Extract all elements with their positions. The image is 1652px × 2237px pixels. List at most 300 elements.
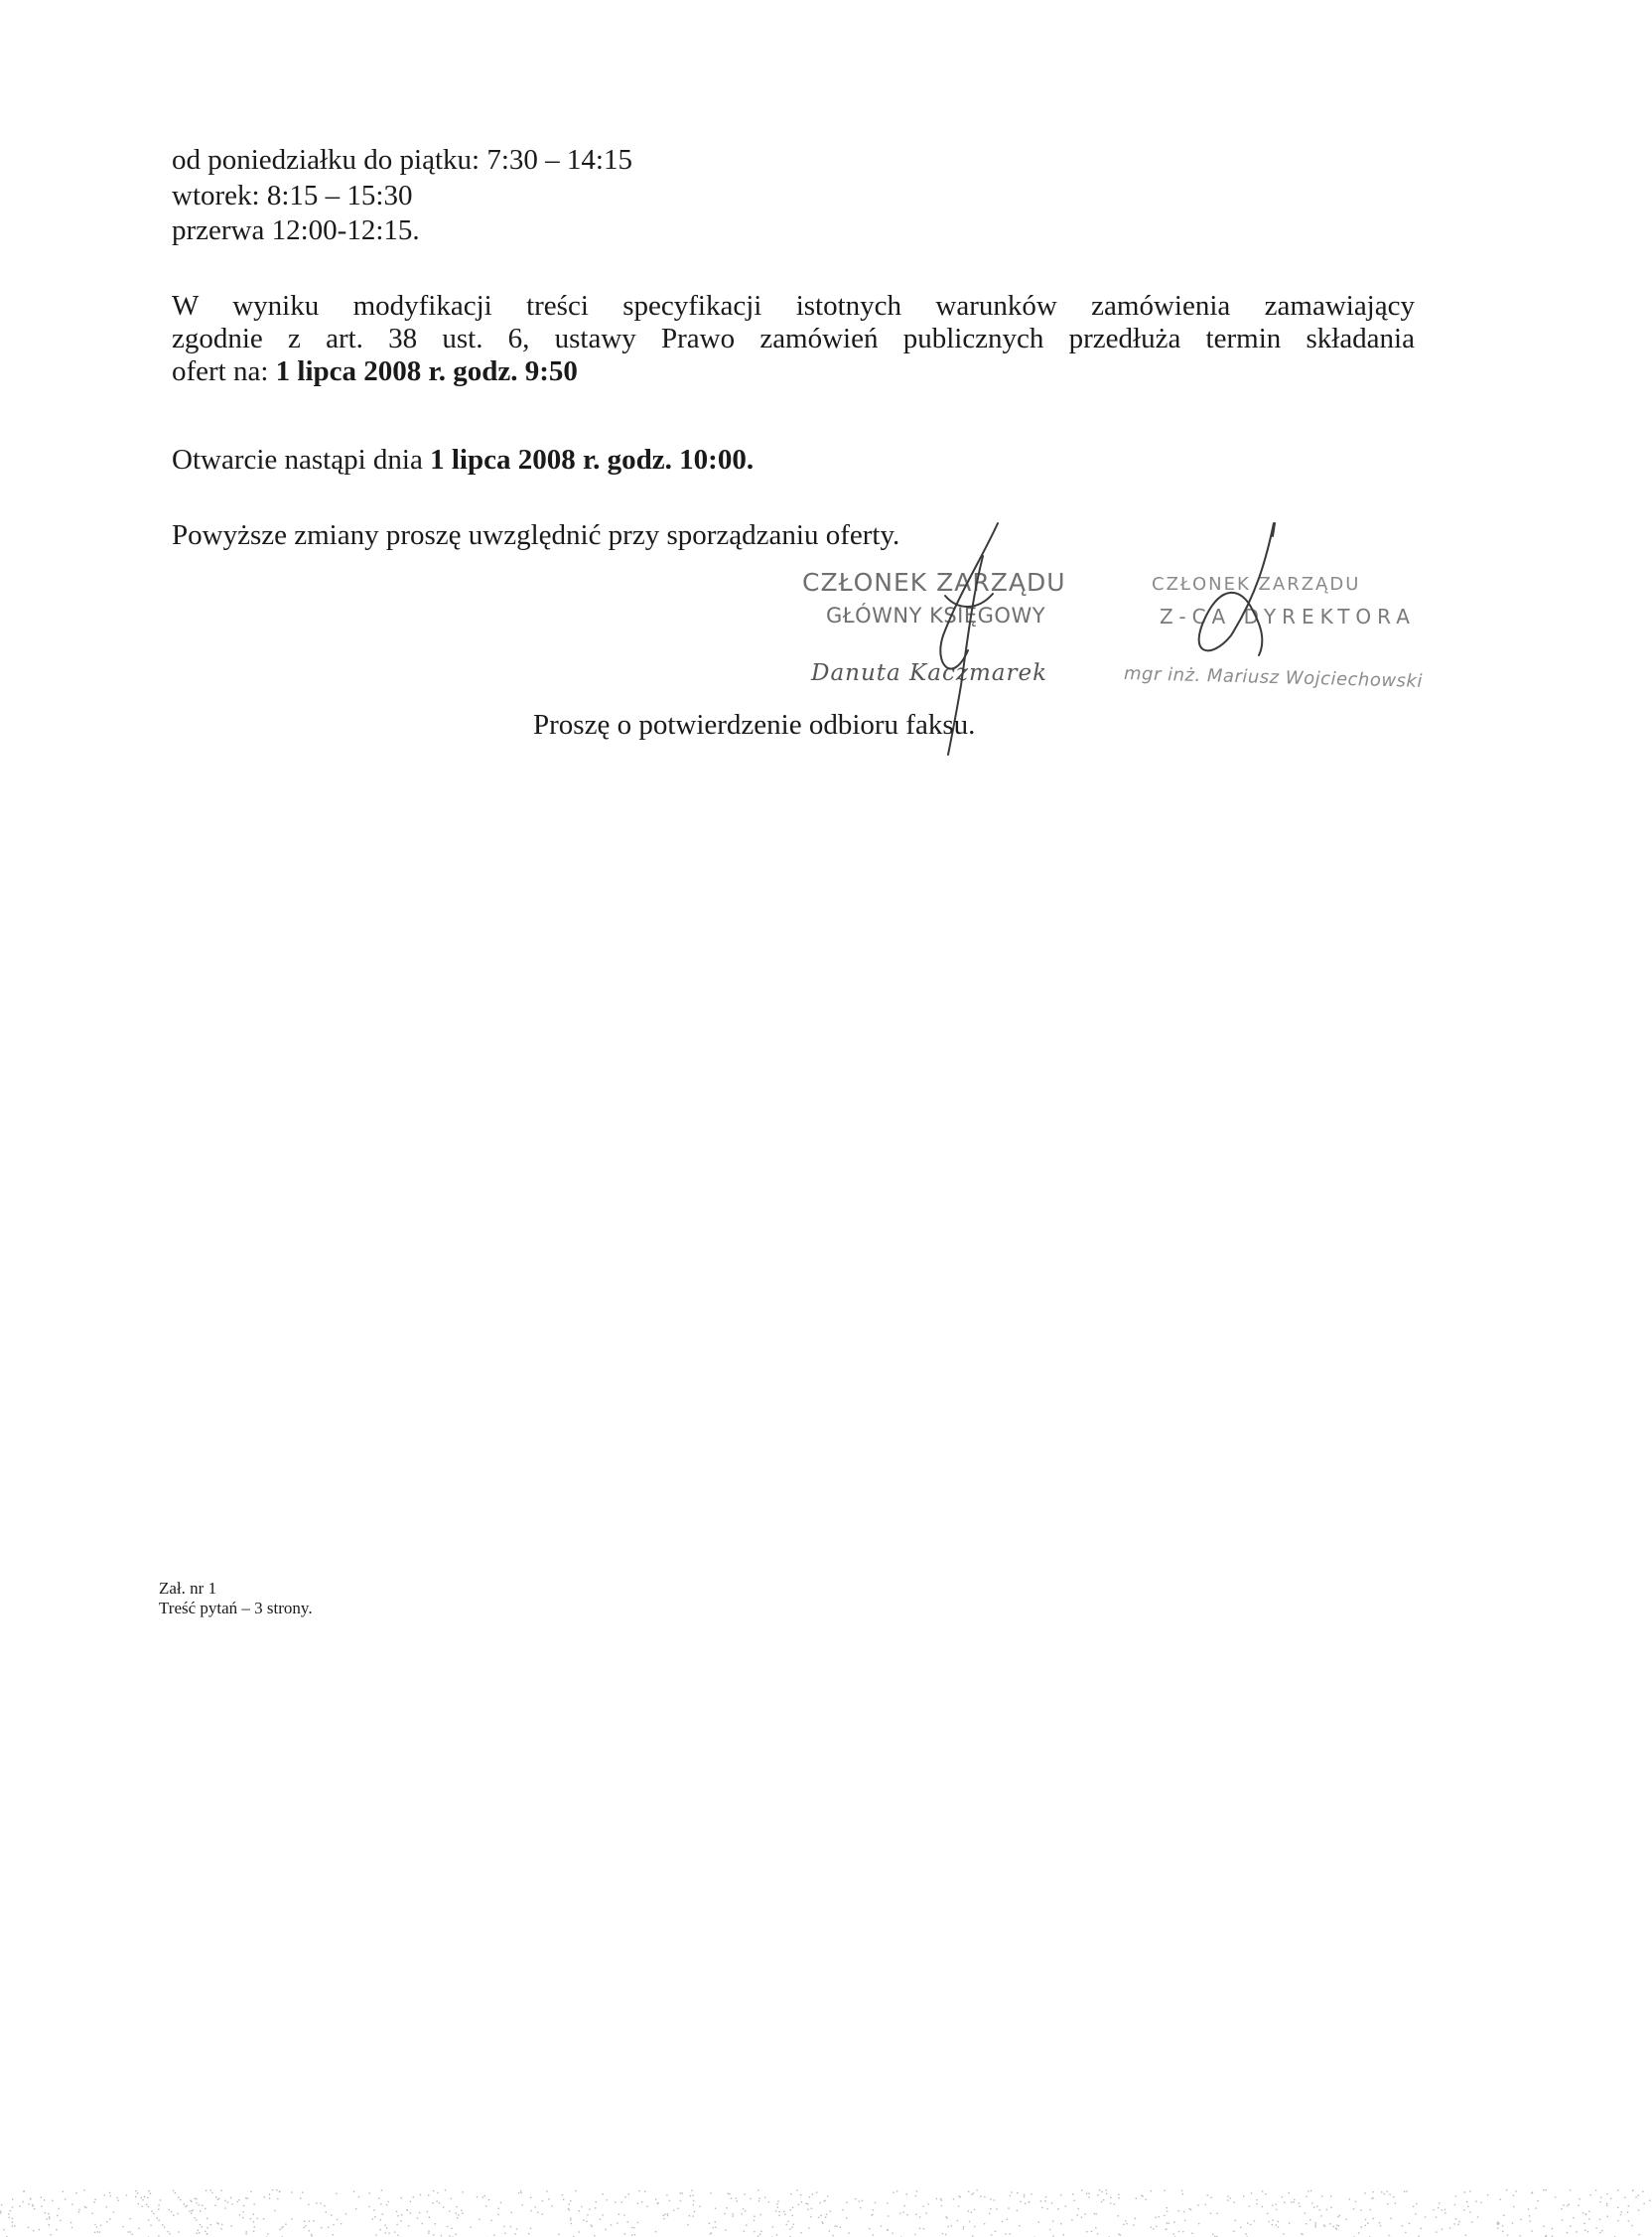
- scan-speck: [1480, 2202, 1481, 2203]
- scan-speck: [1520, 2219, 1521, 2220]
- scan-speck: [1365, 2219, 1366, 2220]
- scan-speck: [796, 2189, 797, 2190]
- scan-speck: [135, 2190, 136, 2191]
- scan-speck: [189, 2210, 190, 2211]
- scan-speck: [1379, 2222, 1380, 2223]
- scan-speck: [1256, 2199, 1257, 2200]
- scan-speck: [996, 2208, 997, 2209]
- scan-speck: [71, 2227, 72, 2228]
- scan-speck: [1021, 2201, 1022, 2202]
- scan-speck: [1275, 2204, 1276, 2205]
- scan-speck: [1315, 2226, 1316, 2227]
- scan-speck: [1595, 2189, 1596, 2190]
- scan-speck: [1531, 2230, 1532, 2231]
- scan-speck: [915, 2195, 916, 2196]
- scan-speck: [1269, 2221, 1270, 2222]
- scan-speck: [117, 2200, 118, 2201]
- scan-speck: [1097, 2233, 1098, 2234]
- scan-speck: [759, 2234, 760, 2235]
- scan-speck: [715, 2208, 716, 2209]
- scan-speck: [570, 2200, 571, 2201]
- scan-speck: [123, 2226, 124, 2227]
- opening-date: 1 lipca 2008 r. godz. 10:00.: [430, 444, 755, 476]
- scan-speck: [417, 2217, 418, 2218]
- scan-speck: [946, 2217, 947, 2218]
- scan-speck: [623, 2214, 624, 2215]
- scan-speck: [457, 2206, 458, 2207]
- scan-speck: [1395, 2202, 1396, 2203]
- scan-speck: [1404, 2191, 1405, 2192]
- scan-speck: [1142, 2195, 1143, 2196]
- scan-speck: [764, 2197, 765, 2198]
- scan-speck: [1088, 2193, 1089, 2194]
- scan-speck: [1167, 2211, 1168, 2212]
- scan-speck: [12, 2225, 13, 2226]
- scan-speck: [1099, 2189, 1100, 2190]
- scan-speck: [1324, 2226, 1325, 2227]
- scan-speck: [873, 2209, 874, 2210]
- scan-speck: [135, 2196, 136, 2197]
- scan-speck: [337, 2219, 338, 2220]
- opening-paragraph: [172, 443, 754, 477]
- scan-speck: [190, 2200, 191, 2201]
- scan-speck: [94, 2224, 95, 2225]
- scan-speck: [104, 2194, 105, 2195]
- scan-speck: [175, 2192, 176, 2193]
- modification-paragraph: [172, 290, 1415, 388]
- scan-speck: [715, 2221, 716, 2222]
- scan-speck: [1008, 2207, 1009, 2208]
- scan-speck: [1250, 2224, 1251, 2225]
- scan-speck: [200, 2210, 201, 2211]
- scan-speck: [1469, 2190, 1470, 2191]
- scan-speck: [1164, 2190, 1165, 2191]
- scan-speck: [776, 2203, 777, 2204]
- scan-speck: [158, 2235, 159, 2236]
- scan-speck: [1513, 2195, 1514, 2196]
- scan-speck: [1190, 2209, 1191, 2210]
- scan-speck: [1081, 2217, 1082, 2218]
- scan-speck: [628, 2193, 629, 2194]
- scan-speck: [1349, 2198, 1350, 2199]
- scan-speck: [137, 2192, 138, 2193]
- scan-speck: [328, 2227, 329, 2228]
- scan-speck: [811, 2208, 812, 2209]
- scan-speck: [745, 2210, 746, 2211]
- scan-speck: [1546, 2235, 1547, 2236]
- office-hours-weekdays: od poniedziałku do piątku: 7:30 – 14:15: [172, 144, 632, 176]
- scan-speck: [231, 2225, 232, 2226]
- scan-speck: [1335, 2228, 1336, 2229]
- scan-speck: [387, 2201, 388, 2202]
- scan-speck: [724, 2213, 725, 2214]
- scan-speck: [1380, 2225, 1381, 2226]
- scan-speck: [984, 2196, 985, 2197]
- scan-speck: [1191, 2233, 1192, 2234]
- scan-speck: [617, 2222, 618, 2223]
- scan-speck: [498, 2208, 499, 2209]
- scan-speck: [1477, 2216, 1478, 2217]
- scan-speck: [1601, 2230, 1602, 2231]
- scan-speck: [968, 2191, 969, 2192]
- scan-speck: [482, 2197, 483, 2198]
- scan-speck: [224, 2200, 225, 2201]
- scan-speck: [305, 2225, 306, 2226]
- scan-speck: [666, 2194, 667, 2195]
- scan-speck: [1153, 2228, 1154, 2229]
- scan-speck: [1, 2204, 2, 2205]
- scan-speck: [206, 2218, 207, 2219]
- scan-speck: [379, 2229, 380, 2230]
- scan-speck: [801, 2201, 802, 2202]
- scan-speck: [570, 2219, 571, 2220]
- scan-speck: [1497, 2227, 1498, 2228]
- scan-speck: [927, 2203, 928, 2204]
- attachment-description: Treść pytań – 3 strony.: [159, 1599, 313, 1617]
- scan-speck: [694, 2211, 695, 2212]
- scan-speck: [1262, 2190, 1263, 2191]
- scan-speck: [957, 2220, 958, 2221]
- scan-speck: [516, 2228, 517, 2229]
- scan-speck: [809, 2196, 810, 2197]
- scan-speck: [693, 2204, 694, 2205]
- scan-speck: [914, 2234, 915, 2235]
- scan-speck: [220, 2228, 221, 2229]
- scan-speck: [776, 2234, 777, 2235]
- scan-speck: [1339, 2215, 1340, 2216]
- scan-speck: [171, 2211, 172, 2212]
- scan-speck: [951, 2225, 952, 2226]
- office-hours-tuesday: wtorek: 8:15 – 15:30: [172, 180, 413, 211]
- fax-confirmation-request: Proszę o potwierdzenie odbioru faksu.: [533, 709, 976, 741]
- scan-speck: [1445, 2212, 1446, 2213]
- scan-speck: [1583, 2223, 1584, 2224]
- scan-speck: [768, 2201, 769, 2202]
- scan-speck: [1017, 2192, 1018, 2193]
- scan-speck: [246, 2231, 247, 2232]
- scan-speck: [806, 2203, 807, 2204]
- scan-speck: [386, 2204, 387, 2205]
- scan-speck: [888, 2215, 889, 2216]
- scan-speck: [28, 2227, 29, 2228]
- scan-speck: [12, 2206, 13, 2207]
- scan-speck: [1336, 2225, 1337, 2226]
- scan-speck: [1245, 2233, 1246, 2234]
- scan-speck: [569, 2203, 570, 2204]
- scan-speck: [456, 2212, 457, 2213]
- scan-speck: [218, 2198, 219, 2199]
- scan-speck: [162, 2224, 163, 2225]
- scan-speck: [324, 2205, 325, 2206]
- scan-speck: [1118, 2197, 1119, 2198]
- scan-speck: [948, 2226, 949, 2227]
- scan-speck: [1507, 2234, 1508, 2235]
- scan-speck: [130, 2218, 131, 2219]
- scan-speck: [1234, 2202, 1235, 2203]
- scan-speck: [238, 2199, 239, 2200]
- scan-speck: [993, 2199, 994, 2200]
- scan-speck: [449, 2210, 450, 2211]
- scan-speck: [737, 2200, 738, 2201]
- scan-speck: [1227, 2200, 1228, 2201]
- scan-speck: [760, 2214, 761, 2215]
- scan-speck: [834, 2225, 835, 2226]
- scan-speck: [537, 2212, 538, 2213]
- scan-speck: [1471, 2221, 1472, 2222]
- scan-speck: [1265, 2193, 1266, 2194]
- scan-speck: [916, 2190, 917, 2191]
- scan-speck: [1307, 2196, 1308, 2197]
- scan-speck: [973, 2192, 974, 2193]
- scan-speck: [511, 2212, 512, 2213]
- scan-speck: [1114, 2203, 1115, 2204]
- scan-speck: [30, 2198, 31, 2199]
- scan-speck: [812, 2194, 813, 2195]
- scan-speck: [520, 2192, 521, 2193]
- scan-speck: [378, 2197, 379, 2198]
- scan-speck: [1578, 2205, 1579, 2206]
- scan-speck: [709, 2223, 710, 2224]
- scan-speck: [1205, 2204, 1206, 2205]
- scan-speck: [493, 2235, 494, 2236]
- scan-speck: [1600, 2197, 1601, 2198]
- scan-speck: [663, 2218, 664, 2219]
- scan-speck: [820, 2215, 821, 2216]
- scan-speck: [990, 2198, 991, 2199]
- scan-speck: [1310, 2190, 1311, 2191]
- scan-speck: [217, 2223, 218, 2224]
- scan-speck: [320, 2202, 321, 2203]
- scan-speck: [786, 2224, 787, 2225]
- scan-speck: [1384, 2193, 1385, 2194]
- scan-speck: [100, 2225, 101, 2226]
- scan-speck: [1607, 2216, 1608, 2217]
- scan-speck: [1309, 2219, 1310, 2220]
- scan-speck: [1631, 2225, 1632, 2226]
- scan-speck: [394, 2231, 395, 2232]
- scan-speck: [180, 2199, 181, 2200]
- scan-speck: [1006, 2219, 1007, 2220]
- scan-speck: [1513, 2206, 1514, 2207]
- scan-speck: [1606, 2205, 1607, 2206]
- scan-speck: [1570, 2189, 1571, 2190]
- scan-speck: [1628, 2220, 1629, 2221]
- scan-speck: [384, 2225, 385, 2226]
- scan-speck: [419, 2212, 420, 2213]
- scan-speck: [830, 2210, 831, 2211]
- scan-speck: [1038, 2221, 1039, 2222]
- scan-speck: [1595, 2227, 1596, 2228]
- scan-speck: [606, 2229, 607, 2230]
- scan-speck: [12, 2218, 13, 2219]
- scan-speck: [1081, 2189, 1082, 2190]
- scan-speck: [254, 2203, 255, 2204]
- scan-speck: [1638, 2195, 1639, 2196]
- scan-speck: [1599, 2201, 1600, 2202]
- scan-speck: [96, 2226, 97, 2227]
- scan-speck: [451, 2228, 452, 2229]
- scan-speck: [846, 2202, 847, 2203]
- scan-speck: [1588, 2218, 1589, 2219]
- scan-speck: [1497, 2222, 1498, 2223]
- scan-speck: [1101, 2201, 1102, 2202]
- scan-speck: [396, 2211, 397, 2212]
- scan-speck: [824, 2200, 825, 2201]
- scan-speck: [168, 2231, 169, 2232]
- scan-speck: [206, 2233, 207, 2234]
- scan-speck: [1299, 2202, 1300, 2203]
- scan-speck: [855, 2198, 856, 2199]
- scan-speck: [655, 2231, 656, 2232]
- scan-speck: [546, 2190, 547, 2191]
- scan-speck: [657, 2202, 658, 2203]
- scan-speck: [24, 2190, 25, 2191]
- scan-speck: [530, 2210, 531, 2211]
- scan-speck: [1436, 2231, 1437, 2232]
- scan-speck: [429, 2217, 430, 2218]
- scan-speck: [596, 2201, 597, 2202]
- scan-speck: [1133, 2224, 1134, 2225]
- scan-speck: [1156, 2217, 1157, 2218]
- scan-speck: [410, 2201, 411, 2202]
- scan-speck: [1584, 2230, 1585, 2231]
- scan-speck: [980, 2196, 981, 2197]
- scan-speck: [1110, 2197, 1111, 2198]
- scan-speck: [1210, 2213, 1211, 2214]
- scan-speck: [1019, 2225, 1020, 2226]
- scan-speck: [790, 2193, 791, 2194]
- scan-speck: [250, 2191, 251, 2192]
- scan-speck: [792, 2215, 793, 2216]
- modification-row-3: [172, 355, 1415, 388]
- scan-speck: [1086, 2193, 1087, 2194]
- scan-speck: [680, 2192, 681, 2193]
- scan-speck: [1632, 2190, 1633, 2191]
- scan-speck: [19, 2205, 20, 2206]
- scan-speck: [427, 2211, 428, 2212]
- scan-speck: [637, 2203, 638, 2204]
- scan-speck: [995, 2231, 996, 2232]
- scan-speck: [302, 2192, 303, 2193]
- scan-speck: [906, 2214, 907, 2215]
- scan-speck: [836, 2226, 837, 2227]
- scan-speck: [589, 2208, 590, 2209]
- scan-speck: [1337, 2216, 1338, 2217]
- scan-speck: [254, 2226, 255, 2227]
- scan-speck: [1439, 2202, 1440, 2203]
- scan-speck: [1276, 2224, 1277, 2225]
- scan-speck: [386, 2227, 387, 2228]
- scan-speck: [178, 2231, 179, 2232]
- scan-speck: [1182, 2193, 1183, 2194]
- scan-speck: [1145, 2199, 1146, 2200]
- scan-speck: [575, 2190, 576, 2191]
- scan-speck: [1182, 2231, 1183, 2232]
- scan-speck: [953, 2198, 954, 2199]
- scan-speck: [535, 2206, 536, 2207]
- scan-speck: [1531, 2192, 1532, 2193]
- scan-speck: [1256, 2203, 1257, 2204]
- scan-speck: [311, 2235, 312, 2236]
- scan-speck: [875, 2202, 876, 2203]
- scan-speck: [49, 2218, 50, 2219]
- scan-speck: [106, 2221, 107, 2222]
- scan-speck: [1585, 2214, 1586, 2215]
- scan-speck: [94, 2201, 95, 2202]
- scan-speck: [458, 2214, 459, 2215]
- scan-speck: [192, 2209, 193, 2210]
- scan-speck: [97, 2231, 98, 2232]
- scan-speck: [1386, 2190, 1387, 2191]
- scan-speck: [1005, 2233, 1006, 2234]
- scan-speck: [1289, 2222, 1290, 2223]
- scan-speck: [1543, 2226, 1544, 2227]
- scan-speck: [1543, 2189, 1544, 2190]
- scan-speck: [808, 2227, 809, 2228]
- scan-speck: [267, 2233, 268, 2234]
- scan-speck: [462, 2191, 463, 2192]
- scan-speck: [215, 2196, 216, 2197]
- scan-speck: [772, 2226, 773, 2227]
- scan-speck: [447, 2226, 448, 2227]
- scan-speck: [1642, 2191, 1643, 2192]
- scan-speck: [757, 2189, 758, 2190]
- scan-speck: [304, 2221, 305, 2222]
- scan-speck: [1299, 2206, 1300, 2207]
- scan-speck: [237, 2201, 238, 2202]
- scan-speck: [1240, 2227, 1241, 2228]
- scan-speck: [1267, 2213, 1268, 2214]
- scan-speck: [530, 2197, 531, 2198]
- modification-row-1: W wyniku modyfikacji treści specyfikacji istotnych warunków zamówienia zamawiający: [172, 290, 1415, 322]
- scan-speck: [826, 2214, 827, 2215]
- scan-speck: [778, 2211, 779, 2212]
- scan-speck: [1086, 2231, 1087, 2232]
- scan-speck: [968, 2210, 969, 2211]
- scan-speck: [633, 2227, 634, 2228]
- scan-speck: [503, 2226, 504, 2227]
- scan-speck: [34, 2208, 35, 2209]
- scan-speck: [667, 2213, 668, 2214]
- scan-speck: [12, 2222, 13, 2223]
- scan-speck: [1091, 2231, 1092, 2232]
- scan-speck: [1433, 2209, 1434, 2210]
- scan-speck: [144, 2196, 145, 2197]
- scan-speck: [586, 2221, 587, 2222]
- scan-speck: [106, 2206, 107, 2207]
- scan-speck: [10, 2210, 11, 2211]
- scan-speck: [291, 2191, 292, 2192]
- scan-speck: [615, 2201, 616, 2202]
- scan-speck: [784, 2214, 785, 2215]
- scan-speck: [375, 2234, 376, 2235]
- scan-speck: [775, 2210, 776, 2211]
- scan-speck: [842, 2209, 843, 2210]
- scan-speck: [820, 2202, 821, 2203]
- scan-speck: [1046, 2208, 1047, 2209]
- scan-speck: [732, 2215, 733, 2216]
- scan-speck: [210, 2224, 211, 2225]
- scan-speck: [991, 2234, 992, 2235]
- scan-speck: [173, 2190, 174, 2191]
- scan-speck: [892, 2233, 893, 2234]
- scan-speck: [725, 2229, 726, 2230]
- scan-speck: [1372, 2198, 1373, 2199]
- scan-speck: [158, 2208, 159, 2209]
- scan-speck: [827, 2195, 828, 2196]
- scan-speck: [631, 2234, 632, 2235]
- scan-speck: [99, 2231, 100, 2232]
